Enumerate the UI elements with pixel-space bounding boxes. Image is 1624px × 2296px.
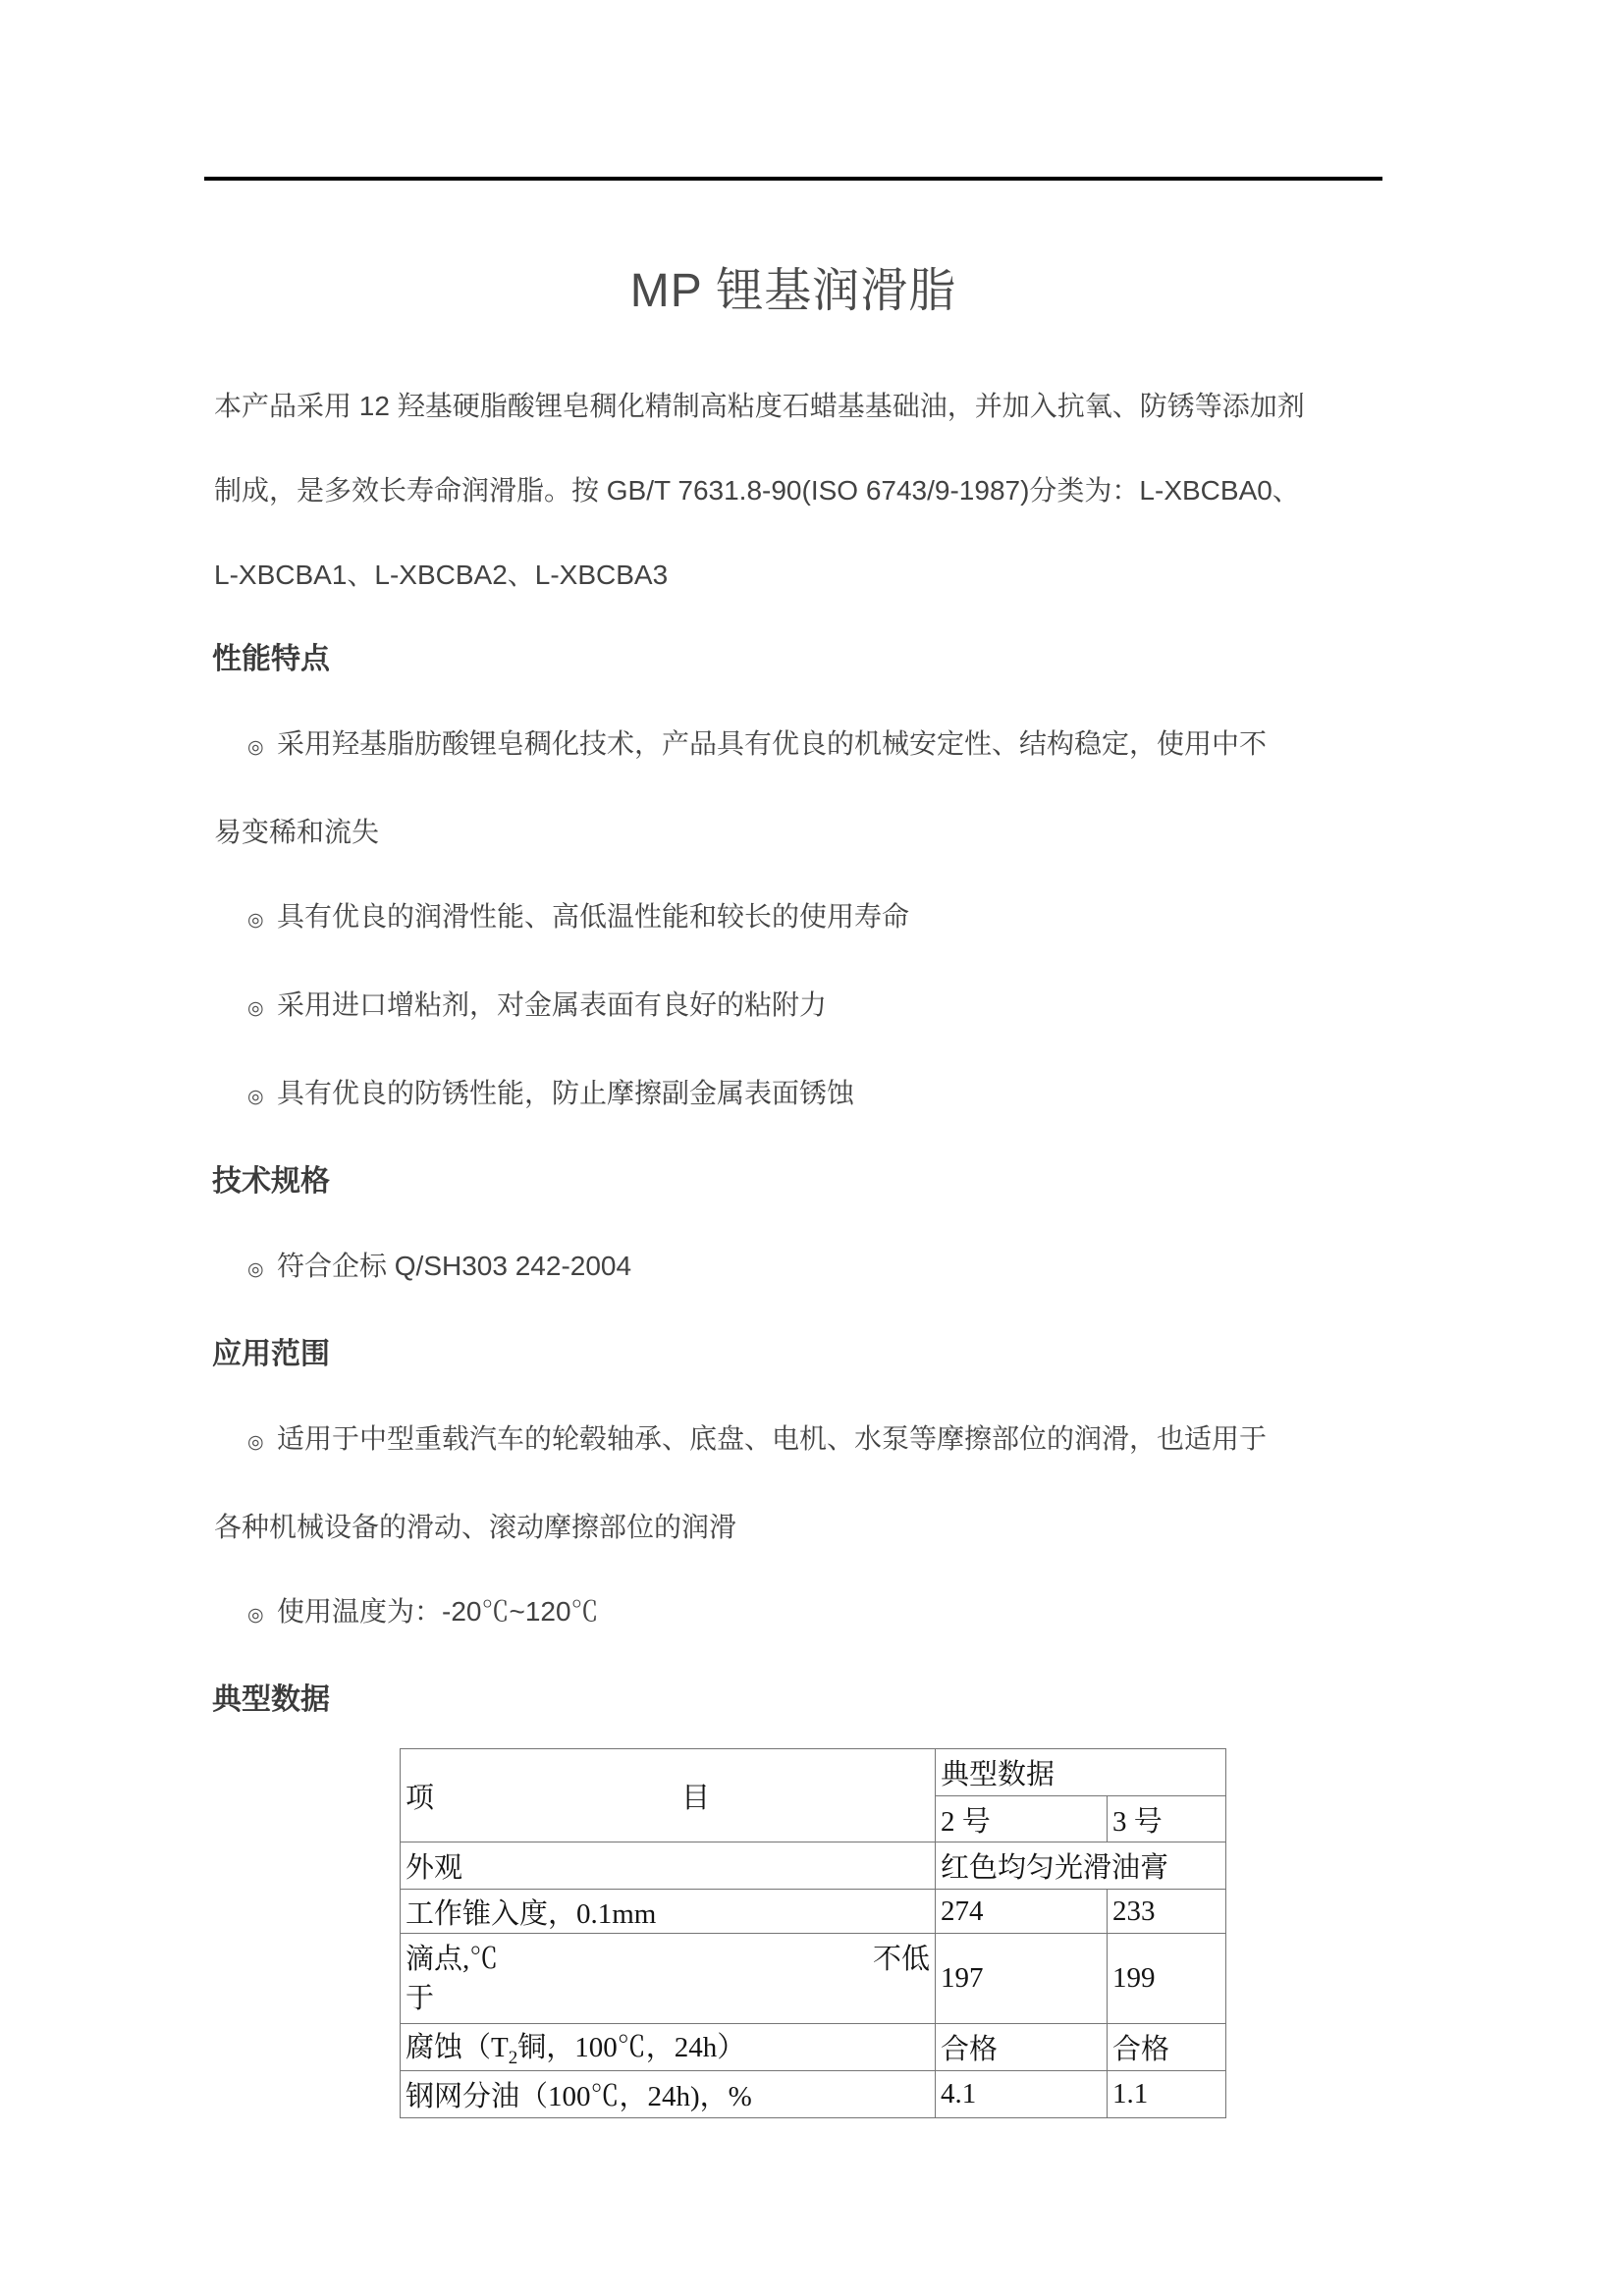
row-label-cell	[401, 1934, 936, 2024]
list-item-continuation: 各种机械设备的滑动、滚动摩擦部位的润滑	[214, 1512, 737, 1542]
list-item-text: 使用温度为：-20℃~120℃	[277, 1596, 599, 1627]
table-row	[401, 1934, 1226, 2024]
intro-paragraph-line: 制成，是多效长寿命润滑脂。按 GB/T 7631.8-90(ISO 6743/9-1987)分类为：L-XBCBA0、	[214, 475, 1300, 506]
bullet-icon: ◎	[247, 998, 264, 1019]
list-item	[204, 1224, 1382, 1312]
item-header-left: 项	[406, 1782, 435, 1814]
row-label-cell	[401, 2024, 936, 2071]
row-label-cell: 工作锥入度，0.1mm	[401, 1890, 936, 1934]
intro-paragraph-line: L-XBCBA1、L-XBCBA2、L-XBCBA3	[214, 560, 669, 590]
section-heading-features: 性能特点	[212, 643, 330, 675]
list-item	[204, 1051, 1382, 1140]
table-row	[401, 2070, 1226, 2117]
list-item	[204, 702, 1382, 790]
dropping-point-label-line2: 于	[406, 1982, 435, 2014]
row-value-cell: 红色均匀光滑油膏	[936, 1842, 1226, 1890]
bullet-icon: ◎	[247, 1605, 264, 1626]
dropping-point-label: 滴点,℃	[406, 1943, 499, 1975]
list-item-continuation: 易变稀和流失	[214, 817, 380, 847]
table-row	[401, 1890, 1226, 1934]
list-item	[204, 1570, 1382, 1658]
dropping-point-label-line1	[406, 1940, 930, 1979]
bullet-icon: ◎	[247, 1432, 264, 1453]
dropping-point-qualifier: 不低	[872, 1943, 930, 1975]
header-divider-line	[204, 177, 1382, 181]
item-header-cell	[401, 1749, 936, 1842]
list-item-text: 具有优良的润滑性能、高低温性能和较长的使用寿命	[277, 901, 910, 932]
corrosion-label-subscript: 2	[508, 2047, 518, 2068]
list-item	[204, 1397, 1382, 1485]
document-body	[204, 364, 1382, 2118]
item-header-right: 目	[681, 1782, 711, 1814]
document-page	[204, 0, 1382, 2118]
page-title: MP 锂基润滑脂	[629, 265, 957, 317]
row-value-cell: 合格	[1108, 2024, 1226, 2071]
row-value-cell: 233	[1108, 1890, 1226, 1934]
group-header-cell: 典型数据	[936, 1749, 1226, 1796]
list-item-text: 符合企标 Q/SH303 242-2004	[277, 1251, 632, 1281]
section-heading-specs: 技术规格	[212, 1165, 330, 1198]
bullet-icon: ◎	[247, 1087, 264, 1107]
grade2-header-cell: 2 号	[936, 1796, 1108, 1842]
table-row	[401, 2024, 1226, 2071]
row-value-cell: 197	[936, 1934, 1108, 2024]
row-value-cell: 199	[1108, 1934, 1226, 2024]
grade3-header-cell: 3 号	[1108, 1796, 1226, 1842]
bullet-icon: ◎	[247, 737, 264, 758]
row-label-cell: 钢网分油（100℃，24h)，%	[401, 2070, 936, 2117]
row-value-cell: 274	[936, 1890, 1108, 1934]
list-item	[204, 875, 1382, 963]
row-value-cell: 4.1	[936, 2070, 1108, 2117]
section-heading-typical-data: 典型数据	[212, 1683, 330, 1716]
table-header-row	[401, 1749, 1226, 1796]
row-value-cell: 1.1	[1108, 2070, 1226, 2117]
bullet-icon: ◎	[247, 910, 264, 931]
list-item-text: 采用进口增粘剂，对金属表面有良好的粘附力	[277, 989, 828, 1020]
list-item	[204, 963, 1382, 1051]
corrosion-label-prefix: 腐蚀（T	[406, 2032, 509, 2063]
typical-data-table	[400, 1748, 1226, 2118]
list-item-text: 采用羟基脂肪酸锂皂稠化技术，产品具有优良的机械安定性、结构稳定，使用中不	[277, 728, 1268, 759]
bullet-icon: ◎	[247, 1259, 264, 1280]
section-heading-applications: 应用范围	[212, 1338, 330, 1370]
list-item-text: 适用于中型重载汽车的轮毂轴承、底盘、电机、水泵等摩擦部位的润滑，也适用于	[277, 1423, 1268, 1454]
corrosion-label-suffix: 铜，100℃，24h）	[517, 2032, 746, 2063]
table-row	[401, 1842, 1226, 1890]
intro-paragraph-line: 本产品采用 12 羟基硬脂酸锂皂稠化精制高粘度石蜡基基础油，并加入抗氧、防锈等添加剂	[214, 391, 1305, 421]
row-label-cell: 外观	[401, 1842, 936, 1890]
row-value-cell: 合格	[936, 2024, 1108, 2071]
list-item-text: 具有优良的防锈性能，防止摩擦副金属表面锈蚀	[277, 1078, 855, 1108]
